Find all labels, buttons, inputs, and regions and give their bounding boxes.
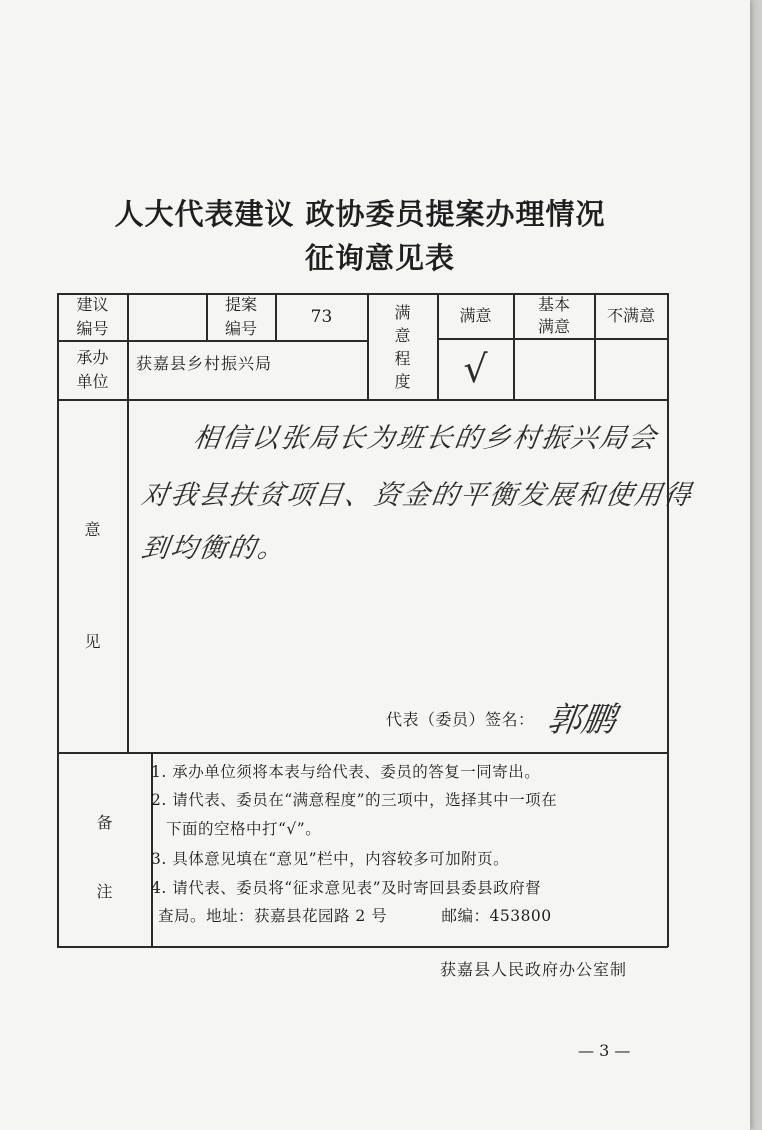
handling-unit-value: 获嘉县乡村振兴局 — [136, 354, 273, 373]
document-title: 人大代表建议 政协委员提案办理情况 — [114, 197, 606, 231]
signature: 郭鹏 — [544, 700, 619, 740]
page-number: — 3 — — [578, 1041, 631, 1060]
proposal-number-value — [128, 294, 206, 340]
opinion-label-2: 见 — [84, 632, 101, 651]
remark-2: 2. 请代表、委员在“满意程度”的三项中，选择其中一项在 — [151, 791, 558, 809]
opinion-line-1: 相信以张局长为班长的乡村振兴局会 — [191, 423, 660, 454]
case-number-label: 提案 编号 — [224, 295, 257, 338]
signature-label: 代表（委员）签名： — [386, 710, 535, 729]
remarks-label-2: 注 — [96, 882, 113, 901]
proposal-number-label: 建议 编号 — [76, 295, 109, 338]
option-satisfied: 满意 — [459, 306, 492, 325]
remark-2-continued: 下面的空格中打“√”。 — [166, 820, 322, 838]
document-subtitle: 征询意见表 — [304, 241, 455, 275]
remark-4: 4. 请代表、委员将“征求意见表”及时寄回县委县政府督 — [151, 879, 542, 897]
option-dissatisfied: 不满意 — [606, 306, 655, 325]
case-number-value: 73 — [310, 307, 333, 327]
remark-4-continued: 查局。地址：获嘉县花园路 2 号 邮编：453800 — [158, 907, 552, 925]
remark-3: 3. 具体意见填在“意见”栏中，内容较多可加附页。 — [151, 850, 510, 868]
remark-1: 1. 承办单位须将本表与给代表、委员的答复一同寄出。 — [151, 763, 541, 781]
opinion-line-3: 到均衡的。 — [139, 533, 289, 564]
opinion-label-1: 意 — [84, 520, 101, 539]
satisfaction-label: 满 意 程 度 — [394, 302, 411, 391]
check-mark: √ — [463, 347, 488, 391]
opinion-line-2: 对我县扶贫项目、资金的平衡发展和使用得 — [139, 480, 695, 511]
issuer: 获嘉县人民政府办公室制 — [440, 960, 628, 979]
option-basically-satisfied: 基本 满意 — [537, 295, 570, 336]
handling-unit-label: 承办 单位 — [76, 348, 109, 391]
remarks-label-1: 备 — [96, 813, 113, 832]
